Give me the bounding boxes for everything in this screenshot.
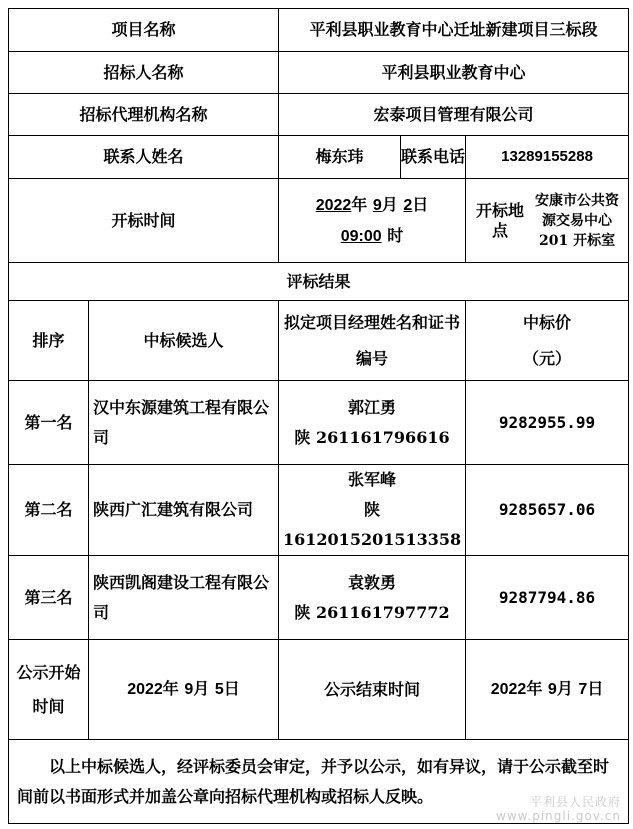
price-cell: 9287794.86	[466, 556, 629, 640]
opening-time-label: 开标时间	[9, 179, 279, 263]
publicity-end-month: 9	[547, 681, 557, 698]
rank-cell: 第二名	[9, 465, 89, 556]
manager-cell: 张军峰 陕 1612015201513358	[279, 465, 466, 556]
contact-phone-label-visible: 联系电话	[401, 147, 466, 166]
publicity-row	[9, 640, 629, 740]
bid-result-table	[8, 8, 629, 824]
result-header-row	[9, 301, 629, 381]
publicity-start-month: 9	[184, 681, 194, 698]
project-row	[9, 9, 629, 52]
manager-cell: 袁敦勇 陕 261161797772	[279, 556, 466, 640]
footer-note: 以上中标候选人，经评标委员会审定，并予以公示，如有异议，请于公示截至时间前以书面形式并加盖公章向招标代理机构或招标人反映。	[9, 740, 629, 824]
contact-row	[9, 136, 629, 179]
agency-label: 招标代理机构名称	[9, 94, 279, 136]
opening-month: 9	[372, 196, 382, 214]
tenderer-label: 招标人名称	[9, 52, 279, 94]
candidate-header: 中标候选人	[89, 301, 279, 381]
publicity-end-day: 7	[578, 681, 588, 698]
table-row	[9, 381, 629, 465]
candidate-cell: 陕西凯阁建设工程有限公司	[89, 556, 279, 640]
contact-name-label: 联系人姓名	[9, 136, 279, 179]
result-title-row	[9, 263, 629, 301]
publicity-start-year: 2022	[127, 681, 163, 698]
agency-row	[9, 94, 629, 136]
publicity-end-label: 公示结束时间	[279, 640, 466, 740]
manager-cell: 郭江勇 陕 261161796616	[279, 381, 466, 465]
opening-clock: 09:00	[340, 227, 382, 245]
rank-cell: 第三名	[9, 556, 89, 640]
publicity-end-value: 2022年 9月 7日	[466, 640, 629, 740]
agency-value: 宏泰项目管理有限公司	[279, 94, 629, 136]
price-cell: 9282955.99	[466, 381, 629, 465]
table-row	[9, 465, 629, 556]
rank-cell: 第一名	[9, 381, 89, 465]
publicity-start-value: 2022年 9月 5日	[89, 640, 279, 740]
price-header: 中标价 （元）	[466, 301, 629, 381]
table-row	[9, 556, 629, 640]
result-title: 评标结果	[9, 263, 629, 301]
tenderer-value: 平利县职业教育中心	[279, 52, 629, 94]
opening-time-value: 2022年 9月 2日 09:00 时	[279, 179, 466, 263]
opening-year: 2022	[315, 196, 352, 214]
opening-place-label: 开标地点	[476, 200, 525, 240]
manager-header: 拟定项目经理姓名和证书编号	[279, 301, 466, 381]
contact-name	[279, 136, 466, 179]
site-watermark: 平利县人民政府 www.pingli.gov.cn	[496, 795, 621, 823]
candidate-cell: 陕西广汇建筑有限公司	[89, 465, 279, 556]
publicity-end-year: 2022	[490, 681, 527, 698]
project-label: 项目名称	[9, 9, 279, 52]
rank-header: 排序	[9, 301, 89, 381]
publicity-start-day: 5	[214, 681, 224, 698]
project-value: 平利县职业教育中心迁址新建项目三标段	[279, 9, 629, 52]
tenderer-row	[9, 52, 629, 94]
opening-row	[9, 179, 629, 263]
candidate-cell: 汉中东源建筑工程有限公司	[89, 381, 279, 465]
contact-phone-label	[466, 136, 629, 179]
price-cell: 9285657.06	[466, 465, 629, 556]
contact-name-text: 梅东玮	[279, 136, 401, 178]
publicity-start-label: 公示开始时间	[9, 640, 89, 740]
contact-phone: 13289155288	[501, 148, 593, 165]
opening-day: 2	[403, 196, 413, 214]
opening-place-value	[466, 179, 629, 263]
opening-place: 安康市公共资源交易中心 201 开标室	[535, 192, 620, 249]
